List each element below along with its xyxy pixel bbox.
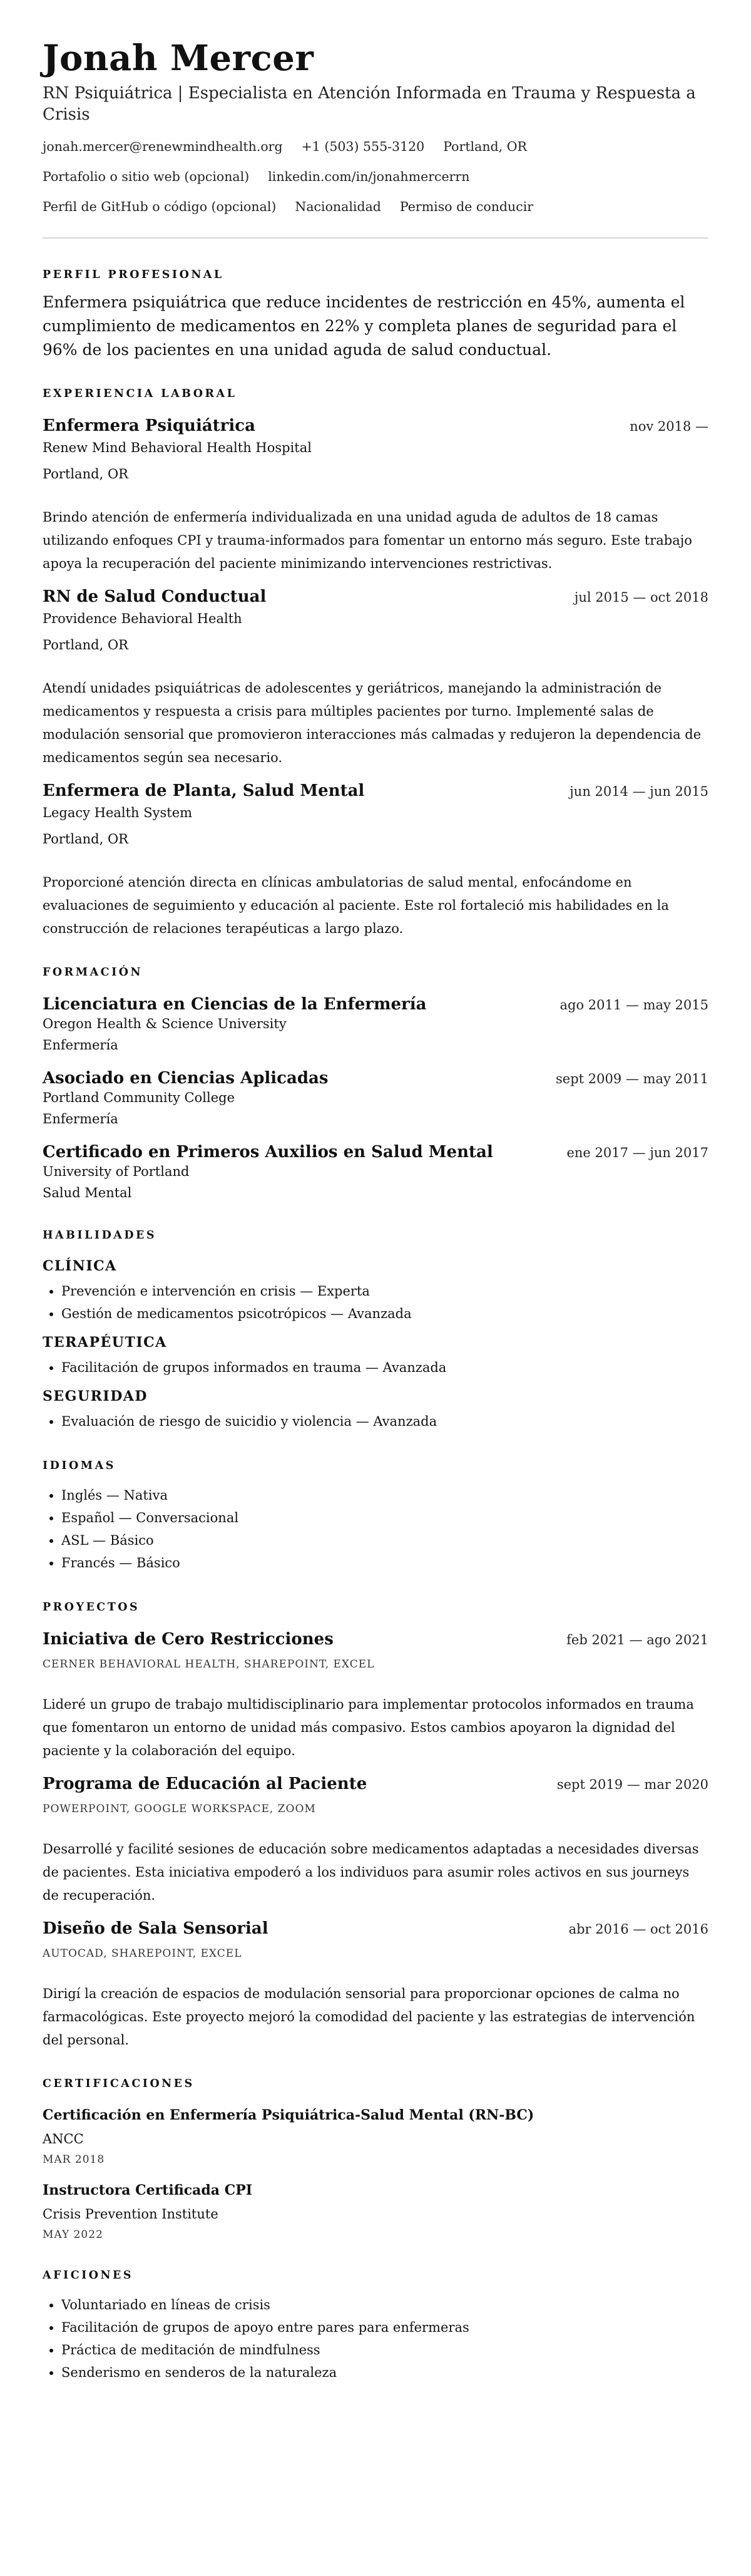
language-item: • Francés — Básico bbox=[61, 1552, 708, 1574]
headline: RN Psiquiátrica | Especialista en Atención Informada en Trauma y Respuesta a Crisis bbox=[43, 84, 696, 124]
certification-issuer: Crisis Prevention Institute bbox=[43, 2207, 218, 2222]
section-title-certifications: CERTIFICACIONES bbox=[43, 2078, 195, 2090]
field-of-study: Salud Mental bbox=[43, 1185, 132, 1200]
certification-issuer: ANCC bbox=[43, 2131, 84, 2146]
project-description: Lideré un grupo de trabajo multidisciplinario para implementar protocolos informados en trauma que fomentaron un entorno de unidad más compasivo. Estos cambios apoyaron la dignidad del paciente y la colaboración del equipo. bbox=[43, 1697, 694, 1758]
job-location: Portland, OR bbox=[43, 832, 128, 847]
institution: Portland Community College bbox=[43, 1090, 235, 1105]
contact-row bbox=[43, 138, 708, 155]
license-text: Permiso de conducir bbox=[399, 199, 534, 214]
section-title-profile: PERFIL PROFESIONAL bbox=[43, 269, 224, 281]
hobby-item: • Práctica de meditación de mindfulness bbox=[61, 2339, 708, 2361]
project-description: Dirigí la creación de espacios de modulación sensorial para proporcionar opciones de calma no farmacológicas. Este proyecto mejoró la comodidad del paciente y las estrategias de intervención del personal. bbox=[43, 1986, 695, 2048]
links-row bbox=[43, 168, 708, 185]
language-item: • Inglés — Nativa bbox=[61, 1484, 708, 1507]
location-text: Portland, OR bbox=[443, 139, 527, 154]
education-entry bbox=[43, 1142, 708, 1202]
certification-entry bbox=[43, 2181, 708, 2242]
extra-info-row bbox=[43, 198, 708, 215]
job-location: Portland, OR bbox=[43, 466, 128, 482]
github-link[interactable]: Perfil de GitHub o código (opcional) bbox=[43, 199, 277, 214]
institution: Oregon Health & Science University bbox=[43, 1016, 287, 1031]
section-title-projects: PROYECTOS bbox=[43, 1601, 140, 1614]
hobby-item: • Voluntariado en líneas de crisis bbox=[61, 2294, 708, 2316]
degree-title: Certificado en Primeros Auxilios en Salud Mental bbox=[43, 1143, 493, 1162]
degree-title: Licenciatura en Ciencias de la Enfermería bbox=[43, 995, 427, 1014]
education-entry bbox=[43, 994, 708, 1054]
certification-entry bbox=[43, 2106, 708, 2167]
job-location: Portland, OR bbox=[43, 637, 128, 652]
degree-dates: ago 2011 — may 2015 bbox=[559, 997, 708, 1012]
skill-item: • Gestión de medicamentos psicotrópicos — Avanzada bbox=[61, 1302, 708, 1325]
degree-dates: sept 2009 — may 2011 bbox=[556, 1071, 708, 1086]
project-dates: sept 2019 — mar 2020 bbox=[556, 1777, 708, 1792]
employer: Providence Behavioral Health bbox=[43, 611, 242, 626]
project-entry bbox=[43, 1919, 708, 2052]
institution: University of Portland bbox=[43, 1164, 190, 1179]
skill-list bbox=[43, 1410, 708, 1433]
field-of-study: Enfermería bbox=[43, 1038, 118, 1053]
nationality-text: Nacionalidad bbox=[295, 199, 381, 214]
field-of-study: Enfermería bbox=[43, 1111, 118, 1126]
hobby-list bbox=[43, 2294, 708, 2384]
experience-entry bbox=[43, 587, 708, 770]
section-title-languages: IDIOMAS bbox=[43, 1460, 116, 1472]
job-title: Enfermera de Planta, Salud Mental bbox=[43, 781, 365, 800]
section-title-education: FORMACIÓN bbox=[43, 966, 143, 979]
job-dates: jun 2014 — jun 2015 bbox=[570, 784, 708, 799]
project-tech: CERNER BEHAVIORAL HEALTH, SHAREPOINT, EXCEL bbox=[43, 1658, 375, 1671]
skill-list bbox=[43, 1280, 708, 1325]
project-tech: POWERPOINT, GOOGLE WORKSPACE, ZOOM bbox=[43, 1803, 316, 1815]
certification-title: Instructora Certificada CPI bbox=[43, 2182, 253, 2198]
project-title: Iniciativa de Cero Restricciones bbox=[43, 1630, 334, 1649]
job-description: Atendí unidades psiquiátricas de adolescentes y geriátricos, manejando la administración de medicamentos y respuesta a crisis para múltiples pacientes por turno. Implementé salas de modulación sensorial que promovieron interacciones más calmadas y redujeron la dependencia de medicamentos según sea necesario. bbox=[43, 681, 702, 765]
profile-summary: Enfermera psiquiátrica que reduce incidentes de restricción en 45%, aumenta el cumplimiento de medicamentos en 22% y completa planes de seguridad para el 96% de los pacientes en una unidad aguda de salud conductual. bbox=[43, 293, 685, 359]
hobby-item: • Senderismo en senderos de la naturaleza bbox=[61, 2361, 708, 2384]
skill-list bbox=[43, 1356, 708, 1379]
experience-entry bbox=[43, 416, 708, 575]
language-list bbox=[43, 1484, 708, 1574]
portfolio-link[interactable]: Portafolio o sitio web (opcional) bbox=[43, 169, 250, 184]
project-entry bbox=[43, 1629, 708, 1763]
job-dates: jul 2015 — oct 2018 bbox=[574, 590, 708, 605]
education-entry bbox=[43, 1068, 708, 1128]
skill-category: TERAPÉUTICA bbox=[43, 1334, 167, 1351]
linkedin-link[interactable]: linkedin.com/in/jonahmercerrn bbox=[268, 169, 470, 184]
certification-title: Certificación en Enfermería Psiquiátrica-Salud Mental (RN-BC) bbox=[43, 2107, 534, 2123]
certification-date: MAR 2018 bbox=[43, 2153, 105, 2166]
job-title: Enfermera Psiquiátrica bbox=[43, 416, 255, 435]
certification-date: MAY 2022 bbox=[43, 2228, 103, 2241]
project-description: Desarrollé y facilité sesiones de educación sobre medicamentos adaptadas a necesidades diversas de pacientes. Esta iniciativa empoderó a los individuos para asumir roles activos en sus journeys de recuperación. bbox=[43, 1842, 699, 1903]
job-dates: nov 2018 — bbox=[630, 419, 708, 434]
project-title: Programa de Educación al Paciente bbox=[43, 1775, 367, 1793]
skill-item: • Facilitación de grupos informados en trauma — Avanzada bbox=[61, 1356, 708, 1379]
skill-category: SEGURIDAD bbox=[43, 1388, 148, 1404]
degree-title: Asociado en Ciencias Aplicadas bbox=[43, 1069, 329, 1088]
project-entry bbox=[43, 1774, 708, 1907]
email-link[interactable]: jonah.mercer@renewmindhealth.org bbox=[43, 139, 283, 154]
project-tech: AUTOCAD, SHAREPOINT, EXCEL bbox=[43, 1947, 242, 1960]
skill-item: • Prevención e intervención en crisis — Experta bbox=[61, 1280, 708, 1302]
employer: Renew Mind Behavioral Health Hospital bbox=[43, 440, 312, 455]
experience-entry bbox=[43, 781, 708, 940]
job-description: Brindo atención de enfermería individualizada en una unidad aguda de adultos de 18 camas utilizando enfoques CPI y trauma-informados para fomentar un entorno más seguro. Este trabajo apoya la recuperación del paciente minimizando intervenciones restrictivas. bbox=[43, 510, 692, 571]
section-title-experience: EXPERIENCIA LABORAL bbox=[43, 388, 237, 400]
section-title-hobbies: AFICIONES bbox=[43, 2269, 134, 2282]
hobby-item: • Facilitación de grupos de apoyo entre pares para enfermeras bbox=[61, 2316, 708, 2339]
job-description: Proporcioné atención directa en clínicas ambulatorias de salud mental, enfocándome en evaluaciones de seguimiento y educación al paciente. Este rol fortaleció mis habilidades en la construcción de relaciones terapéuticas a largo plazo. bbox=[43, 875, 669, 936]
project-title: Diseño de Sala Sensorial bbox=[43, 1919, 268, 1938]
job-title: RN de Salud Conductual bbox=[43, 587, 267, 606]
language-item: • ASL — Básico bbox=[61, 1529, 708, 1552]
project-dates: feb 2021 — ago 2021 bbox=[566, 1632, 708, 1647]
header-divider bbox=[43, 237, 708, 239]
candidate-name: Jonah Mercer bbox=[43, 38, 314, 79]
degree-dates: ene 2017 — jun 2017 bbox=[566, 1145, 708, 1160]
language-item: • Español — Conversacional bbox=[61, 1507, 708, 1529]
skill-category: CLÍNICA bbox=[43, 1258, 117, 1274]
section-title-skills: HABILIDADES bbox=[43, 1229, 156, 1242]
phone-number[interactable]: +1 (503) 555-3120 bbox=[301, 139, 425, 154]
project-dates: abr 2016 — oct 2016 bbox=[568, 1922, 708, 1937]
skill-item: • Evaluación de riesgo de suicidio y violencia — Avanzada bbox=[61, 1410, 708, 1433]
employer: Legacy Health System bbox=[43, 805, 193, 820]
